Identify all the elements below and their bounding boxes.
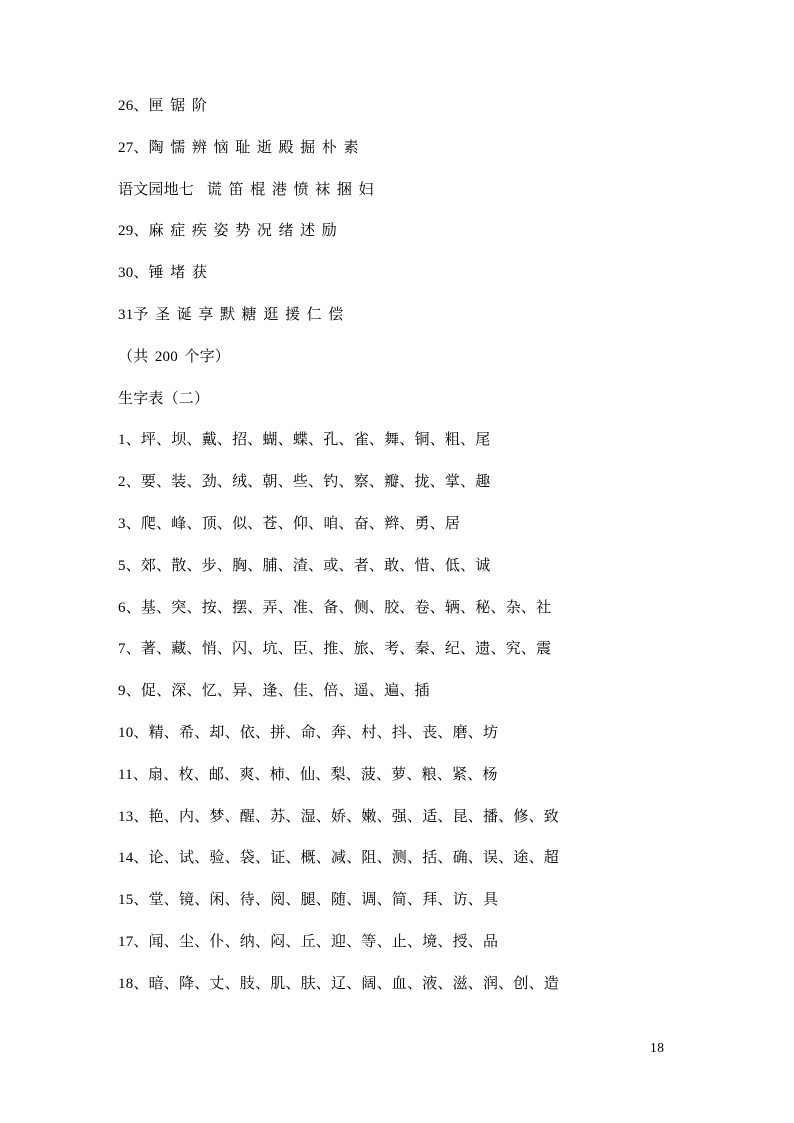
text-line: 26、匣 锯 阶 — [118, 98, 208, 114]
text-line: 3、爬、峰、顶、似、苍、仰、咱、奋、辫、勇、居 — [118, 515, 461, 532]
vocabulary-text-block — [118, 86, 754, 1006]
text-line: 生字表（二） — [118, 390, 210, 407]
text-line: 31予 圣 诞 享 默 糖 逛 援 仁 偿 — [118, 306, 344, 323]
text-line: 11、扇、枚、邮、爽、柿、仙、梨、菠、萝、粮、紧、杨 — [118, 766, 498, 783]
text-line: 14、论、试、验、袋、证、概、减、阻、测、括、确、误、途、超 — [118, 850, 560, 867]
text-line: 6、基、突、按、摆、弄、准、备、侧、胶、卷、辆、秘、杂、社 — [118, 599, 552, 616]
text-line: 15、堂、镜、闲、待、阅、腿、随、调、简、拜、访、具 — [118, 892, 499, 909]
text-line: 13、艳、内、梦、醒、苏、湿、娇、嫩、强、适、昆、播、修、致 — [118, 808, 560, 825]
text-line: 10、精、希、却、依、拼、命、奔、村、抖、丧、磨、坊 — [118, 724, 499, 741]
text-line: （共 200 个字） — [118, 348, 231, 365]
text-line: 7、著、藏、悄、闪、坑、臣、推、旅、考、秦、纪、遗、究、震 — [118, 641, 552, 658]
text-line: 30、锤 堵 获 — [118, 265, 208, 282]
text-line: 2、要、装、劲、绒、朝、些、钓、察、瓣、拢、掌、趣 — [118, 474, 491, 491]
text-line: 29、麻 症 疾 姿 势 况 绪 述 励 — [118, 223, 338, 240]
text-line: 1、坪、坝、戴、招、蝴、蝶、孔、雀、舞、铜、粗、尾 — [118, 432, 491, 449]
text-line: 5、郊、散、步、胸、脯、渣、或、者、敢、惜、低、诚 — [118, 557, 491, 574]
text-line: 18、暗、降、丈、肢、肌、肤、辽、阔、血、液、滋、润、创、造 — [118, 975, 560, 992]
text-line: 17、闻、尘、仆、纳、闷、丘、迎、等、止、境、授、品 — [118, 933, 499, 950]
text-line: 27、陶 懦 辨 恼 耻 逝 殿 掘 朴 素 — [118, 139, 359, 156]
text-line: 9、促、深、忆、异、逢、佳、倍、遥、遍、插 — [118, 683, 430, 700]
text-line: 语文园地七 谎 笛 棍 港 愤 袜 捆 妇 — [118, 181, 374, 198]
page-number: 18 — [650, 1040, 665, 1055]
